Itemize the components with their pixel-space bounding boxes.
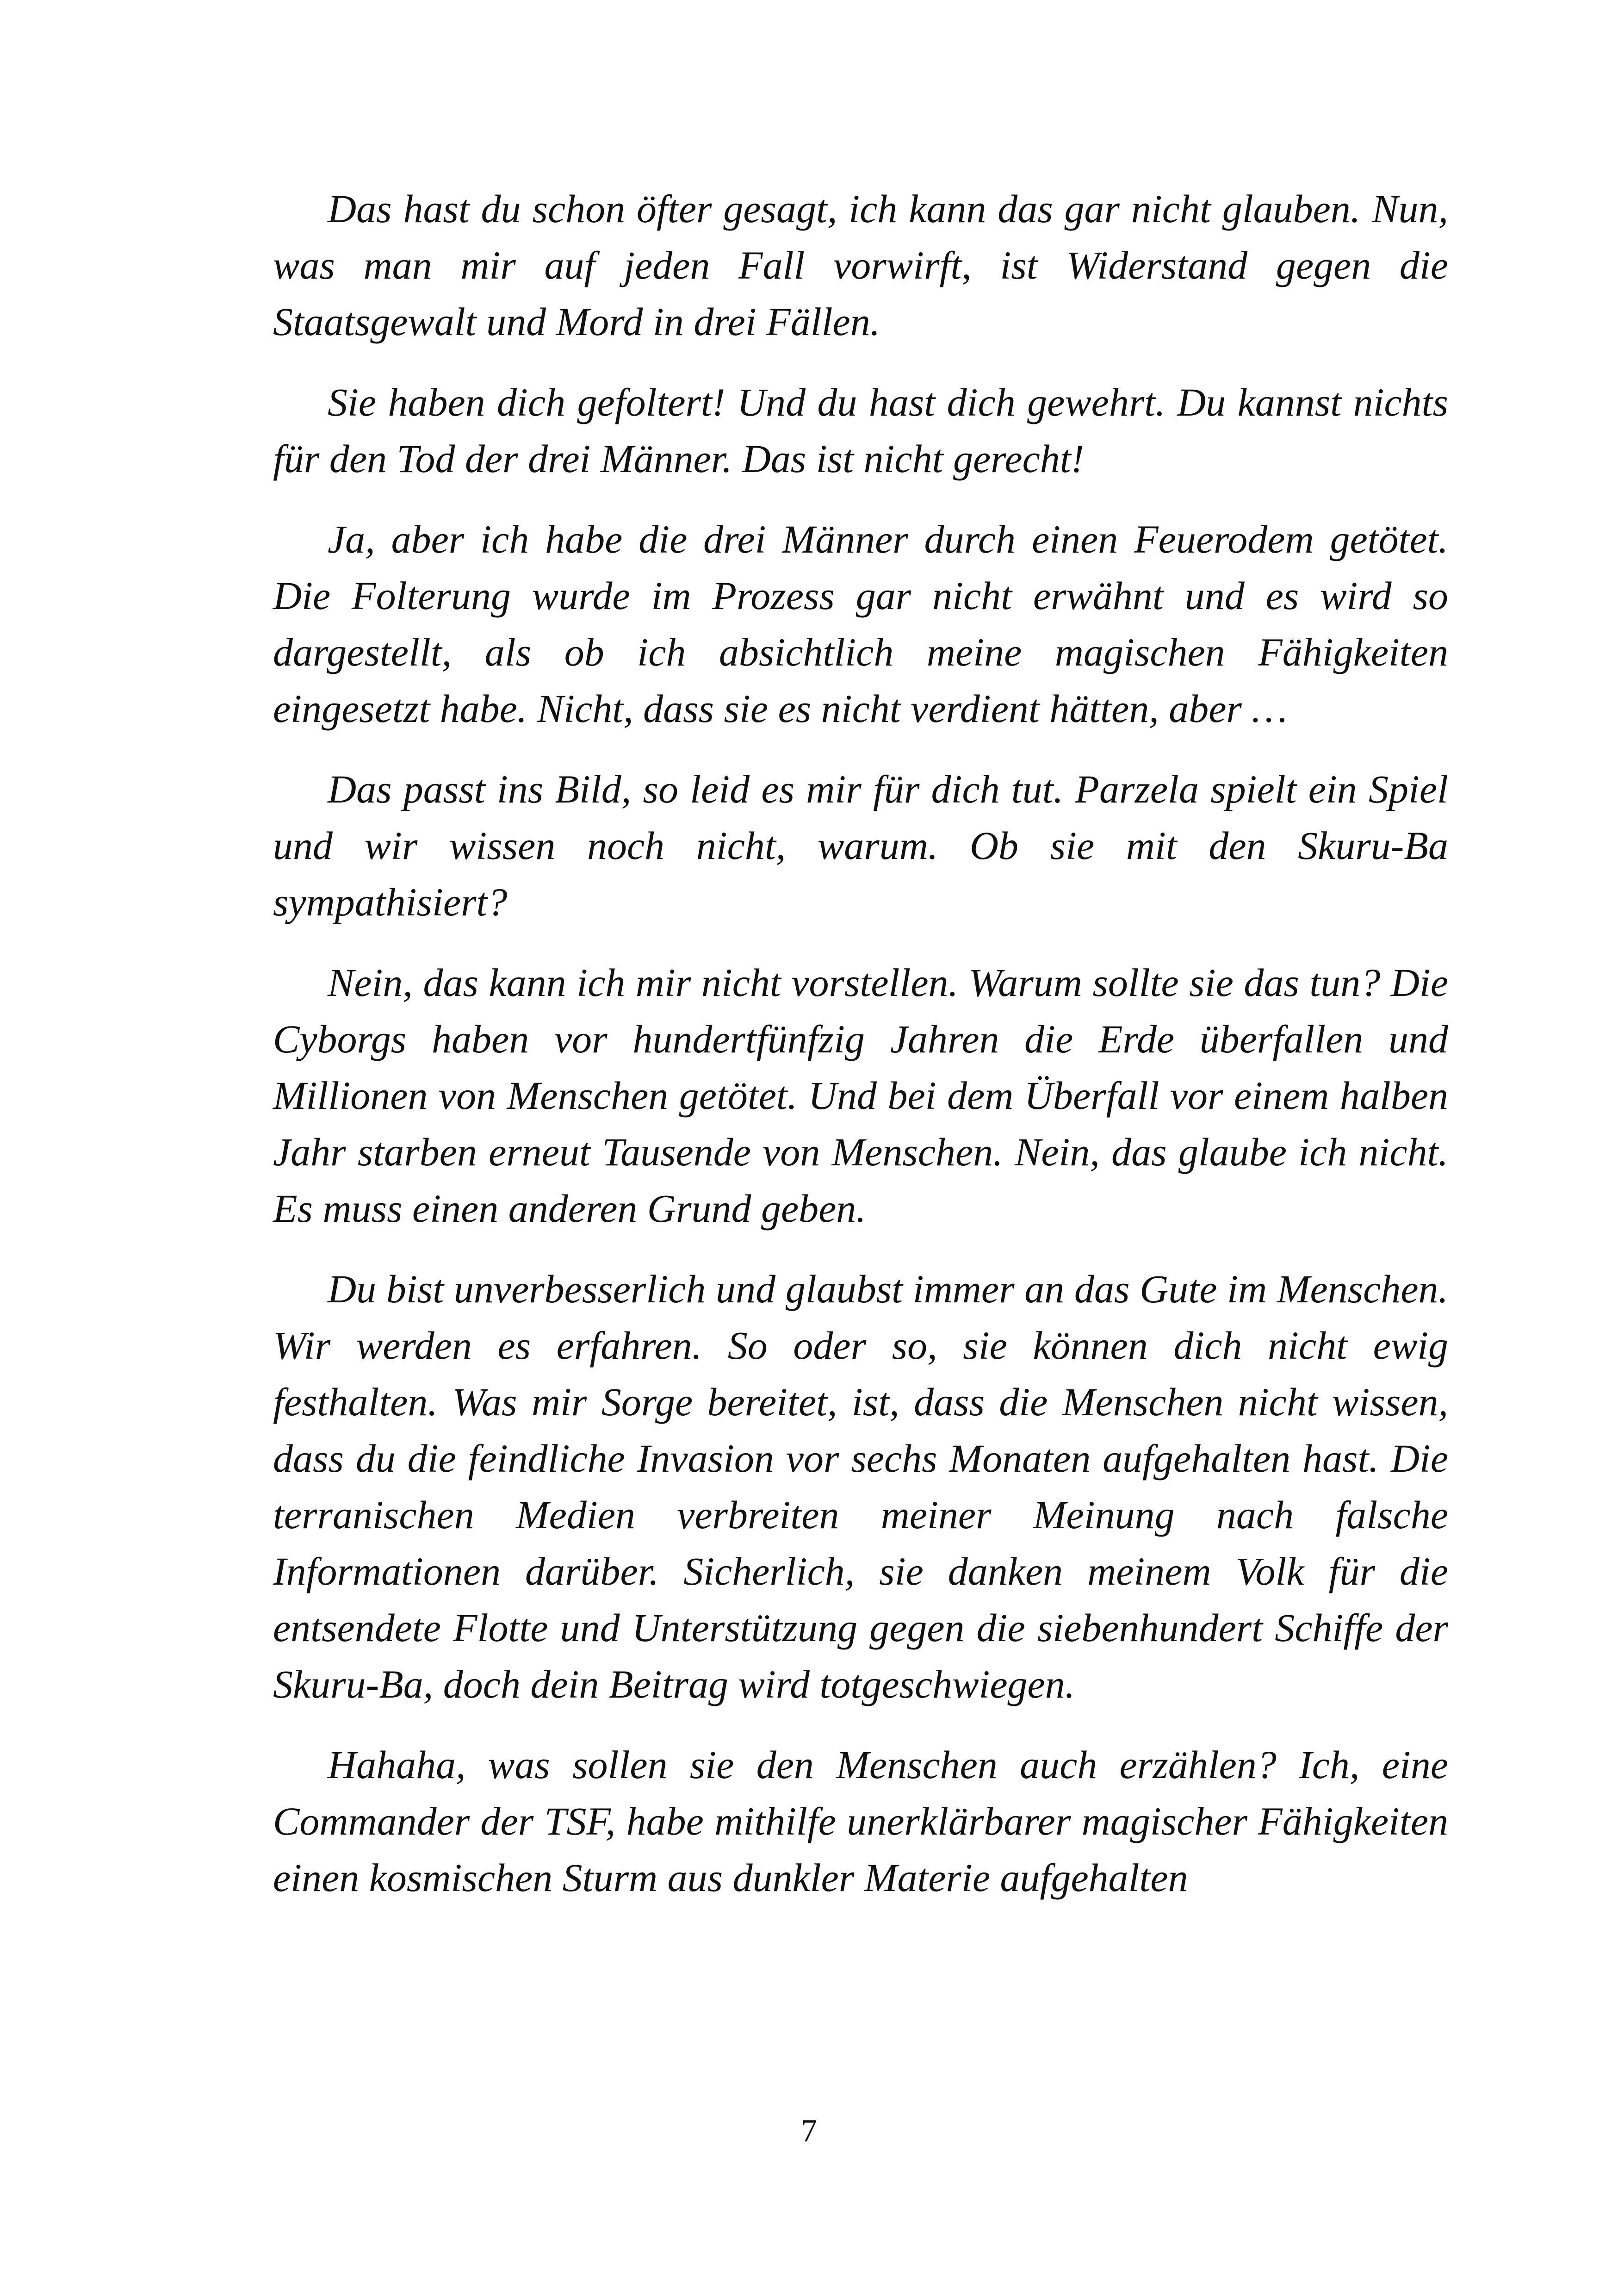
body-text <box>273 180 1448 1930</box>
paragraph-1: Das hast du schon öfter gesagt, ich kann das gar nicht glauben. Nun, was man mir auf jeden Fall vorwirft, ist Widerstand gegen die Staatsgewalt und Mord in drei Fällen. <box>273 187 1448 344</box>
paragraph-4: Das passt ins Bild, so leid es mir für dich tut. Parzela spielt ein Spiel und wir wissen noch nicht, warum. Ob sie mit den Skuru-Ba sympathisiert? <box>273 767 1448 924</box>
paragraph-5: Nein, das kann ich mir nicht vorstellen. Warum sollte sie das tun? Die Cyborgs haben vor hundertfünfzig Jahren die Erde überfallen und Millionen von Menschen getötet. Und bei dem Überfall vor einem halben Jahr starben erneut Tausende von Menschen. Nein, das glaube ich nicht. Es muss einen anderen Grund geben. <box>273 960 1448 1231</box>
paragraph-3: Ja, aber ich habe die drei Männer durch einen Feuerodem getötet. Die Folterung wurde im Prozess gar nicht erwähnt und es wird so dargestellt, als ob ich absichtlich meine magischen Fähigkeiten eingesetzt habe. Nicht, dass sie es nicht verdient hätten, aber … <box>273 517 1448 731</box>
paragraph-7: Hahaha, was sollen sie den Menschen auch erzählen? Ich, eine Commander der TSF, habe mithilfe unerklärbarer magischer Fähigkeiten einen kosmischen Sturm aus dunkler Materie aufgehalten <box>273 1742 1448 1900</box>
paragraph-6: Du bist unverbesserlich und glaubst immer an das Gute im Menschen. Wir werden es erfahren. So oder so, sie können dich nicht ewig festhalten. Was mir Sorge bereitet, ist, dass die Menschen nicht wissen, dass du die feindliche Invasion vor sechs Monaten aufgehalten hast. Die terranischen Medien verbreiten meiner Meinung nach falsche Informationen darüber. Sicherlich, sie danken meinem Volk für die entsendete Flotte und Unterstützung gegen die siebenhundert Schiffe der Skuru-Ba, doch dein Beitrag wird totgeschwiegen. <box>273 1267 1448 1706</box>
paragraph-2: Sie haben dich gefoltert! Und du hast dich gewehrt. Du kannst nichts für den Tod der drei Männer. Das ist nicht gerecht! <box>273 380 1448 481</box>
page-number: 7 <box>801 2113 817 2149</box>
